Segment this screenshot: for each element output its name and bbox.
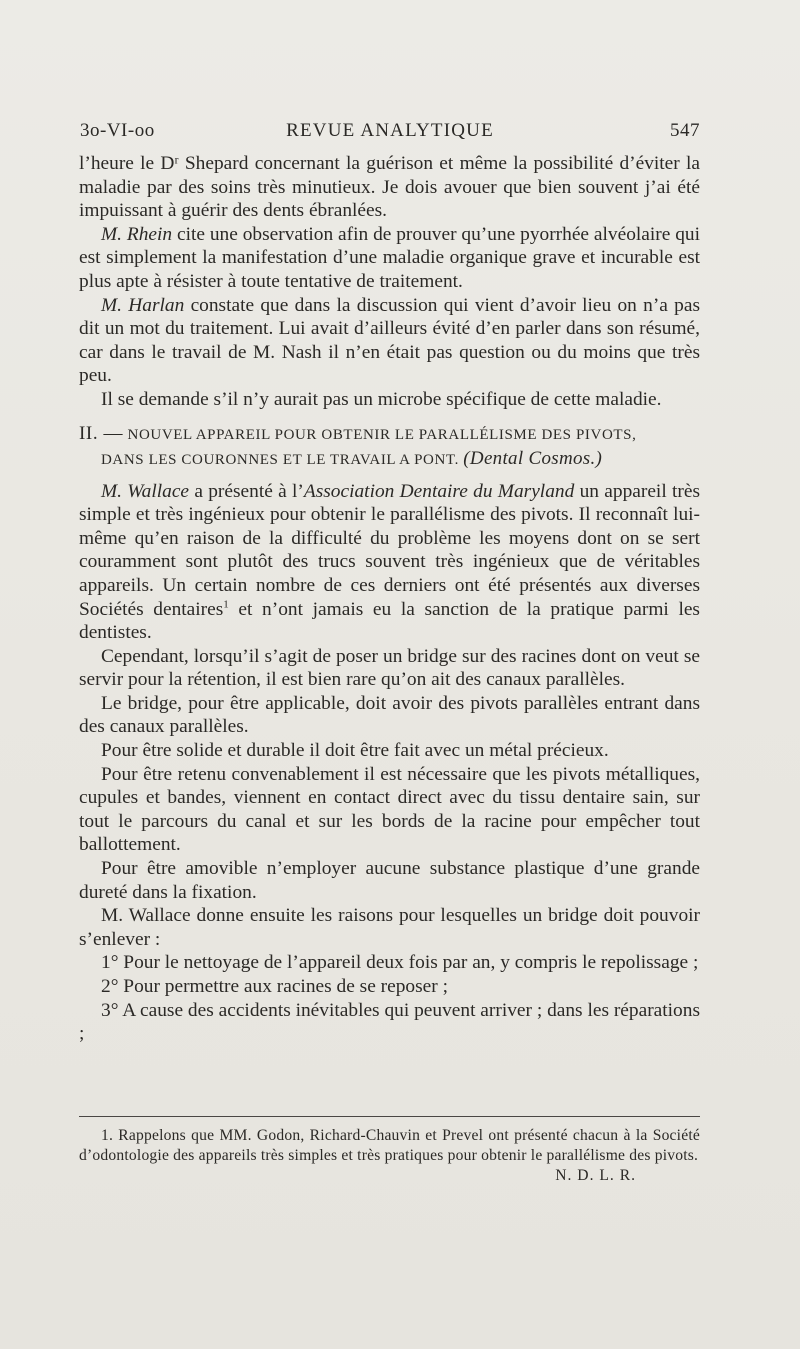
paragraph-text: cite une observation afin de prouver qu’une pyorrhée alvéolaire qui est simplement la manifestation d’une maladie organique grave et incurable est plus apte à résister à toute tentative de traitement.: [79, 223, 700, 292]
page-body: [79, 152, 700, 1046]
paragraph-text: a présenté à l’: [189, 480, 304, 502]
section-title-line2: DANS LES COURONNES ET LE TRAVAIL A PONT.: [101, 451, 459, 468]
footnote-signature: N. D. L. R.: [555, 1167, 636, 1184]
header-title: REVUE ANALYTIQUE: [286, 120, 494, 141]
paragraph-text: un appareil très simple et très ingénieux pour obtenir le parallélisme des pivots. Il reconnaît lui-même qu’en raison de la difficulté du problème les moyens dont on se sert couramment sont plutôt des trucs souvent très ingénieux que de véritables appareils. Un certain nombre de ces derniers ont été présentés aux diverses Sociétés dentaires: [79, 480, 700, 620]
speaker-name: M. Harlan: [101, 294, 185, 316]
paragraph: [79, 152, 700, 223]
footnote: [79, 1126, 700, 1186]
paragraph-text: Il se demande s’il n’y aurait pas un microbe spécifique de cette maladie.: [101, 388, 662, 410]
paragraph-text: et n’ont jamais eu la sanction de la pratique parmi les dentistes.: [79, 598, 700, 644]
header-date: 3o-VI-oo: [80, 120, 155, 141]
paragraph-text: Cependant, lorsqu’il s’agit de poser un bridge sur des racines dont on veut se servir pour la rétention, il est bien rare qu’on ait des canaux parallèles.: [79, 645, 700, 691]
paragraph: [79, 480, 700, 645]
section-number: II. —: [79, 422, 124, 444]
section-title-line1: NOUVEL APPAREIL POUR OBTENIR LE PARALLÉLISME DES PIVOTS,: [127, 426, 637, 443]
speaker-name: M. Rhein: [101, 223, 173, 245]
association-name: Association Dentaire du Maryland: [303, 480, 575, 502]
paragraph-text: constate que dans la discussion qui vient d’avoir lieu on n’a pas dit un mot du traitement. Lui avait d’ailleurs évité d’en parler dans son résumé, car dans le travail de M. Nash il n’en était pas question ou du moins que très peu.: [79, 294, 701, 387]
paragraph: [79, 223, 700, 294]
section-source: (Dental Cosmos.): [463, 447, 603, 469]
list-item: [79, 999, 700, 1046]
paragraph-text: l’heure le Dʳ Shepard concernant la guérison et même la possibilité d’éviter la maladie par des soins très minutieux. Je dois avouer que bien souvent j’ai été impuissant à guérir des dents ébranlées.: [79, 153, 700, 222]
list-item: [79, 951, 700, 975]
running-header: [80, 120, 700, 146]
paragraph-text: Pour être retenu convenablement il est nécessaire que les pivots métalliques, cupules et bandes, viennent en contact direct avec du tissu dentaire sain, sur tout le parcours du canal et sur les bords de la racine pour empêcher tout ballottement.: [79, 763, 700, 856]
page-number: 547: [670, 120, 700, 141]
paragraph-text: M. Wallace donne ensuite les raisons pour lesquelles un bridge doit pouvoir s’enlever :: [79, 905, 700, 950]
section-heading: [79, 422, 700, 472]
list-item: [79, 975, 700, 999]
paragraph-text: Pour être amovible n’employer aucune substance plastique d’une grande dureté dans la fixation.: [79, 858, 700, 903]
footnote-text: [79, 1126, 700, 1184]
paragraph-text: 3° A cause des accidents inévitables qui peuvent arriver ; dans les réparations ;: [79, 999, 700, 1045]
footnote-divider: [79, 1116, 700, 1117]
paragraph: [79, 294, 700, 388]
paragraph-text: 2° Pour permettre aux racines de se reposer ;: [101, 976, 448, 997]
paragraph: [79, 645, 700, 692]
paragraph: [79, 857, 700, 904]
paragraph-text: Pour être solide et durable il doit être fait avec un métal précieux.: [101, 740, 609, 762]
footnote-body: 1. Rappelons que MM. Godon, Richard-Chauvin et Prevel ont présenté chacun à la Société d’odontologie des appareils très simples et très pratiques pour obtenir le parallélisme des pivots.: [79, 1127, 700, 1164]
paragraph: [79, 763, 700, 857]
paragraph: [79, 739, 700, 763]
paragraph-text: 1° Pour le nettoyage de l’appareil deux fois par an, y compris le repolissage ;: [101, 952, 699, 974]
paragraph: [79, 692, 700, 739]
speaker-name: M. Wallace: [101, 480, 190, 502]
paragraph-text: Le bridge, pour être applicable, doit avoir des pivots parallèles entrant dans des canaux parallèles.: [79, 692, 700, 738]
paragraph: [79, 904, 700, 951]
paragraph: [79, 388, 700, 412]
footnote-ref[interactable]: 1: [223, 598, 229, 611]
